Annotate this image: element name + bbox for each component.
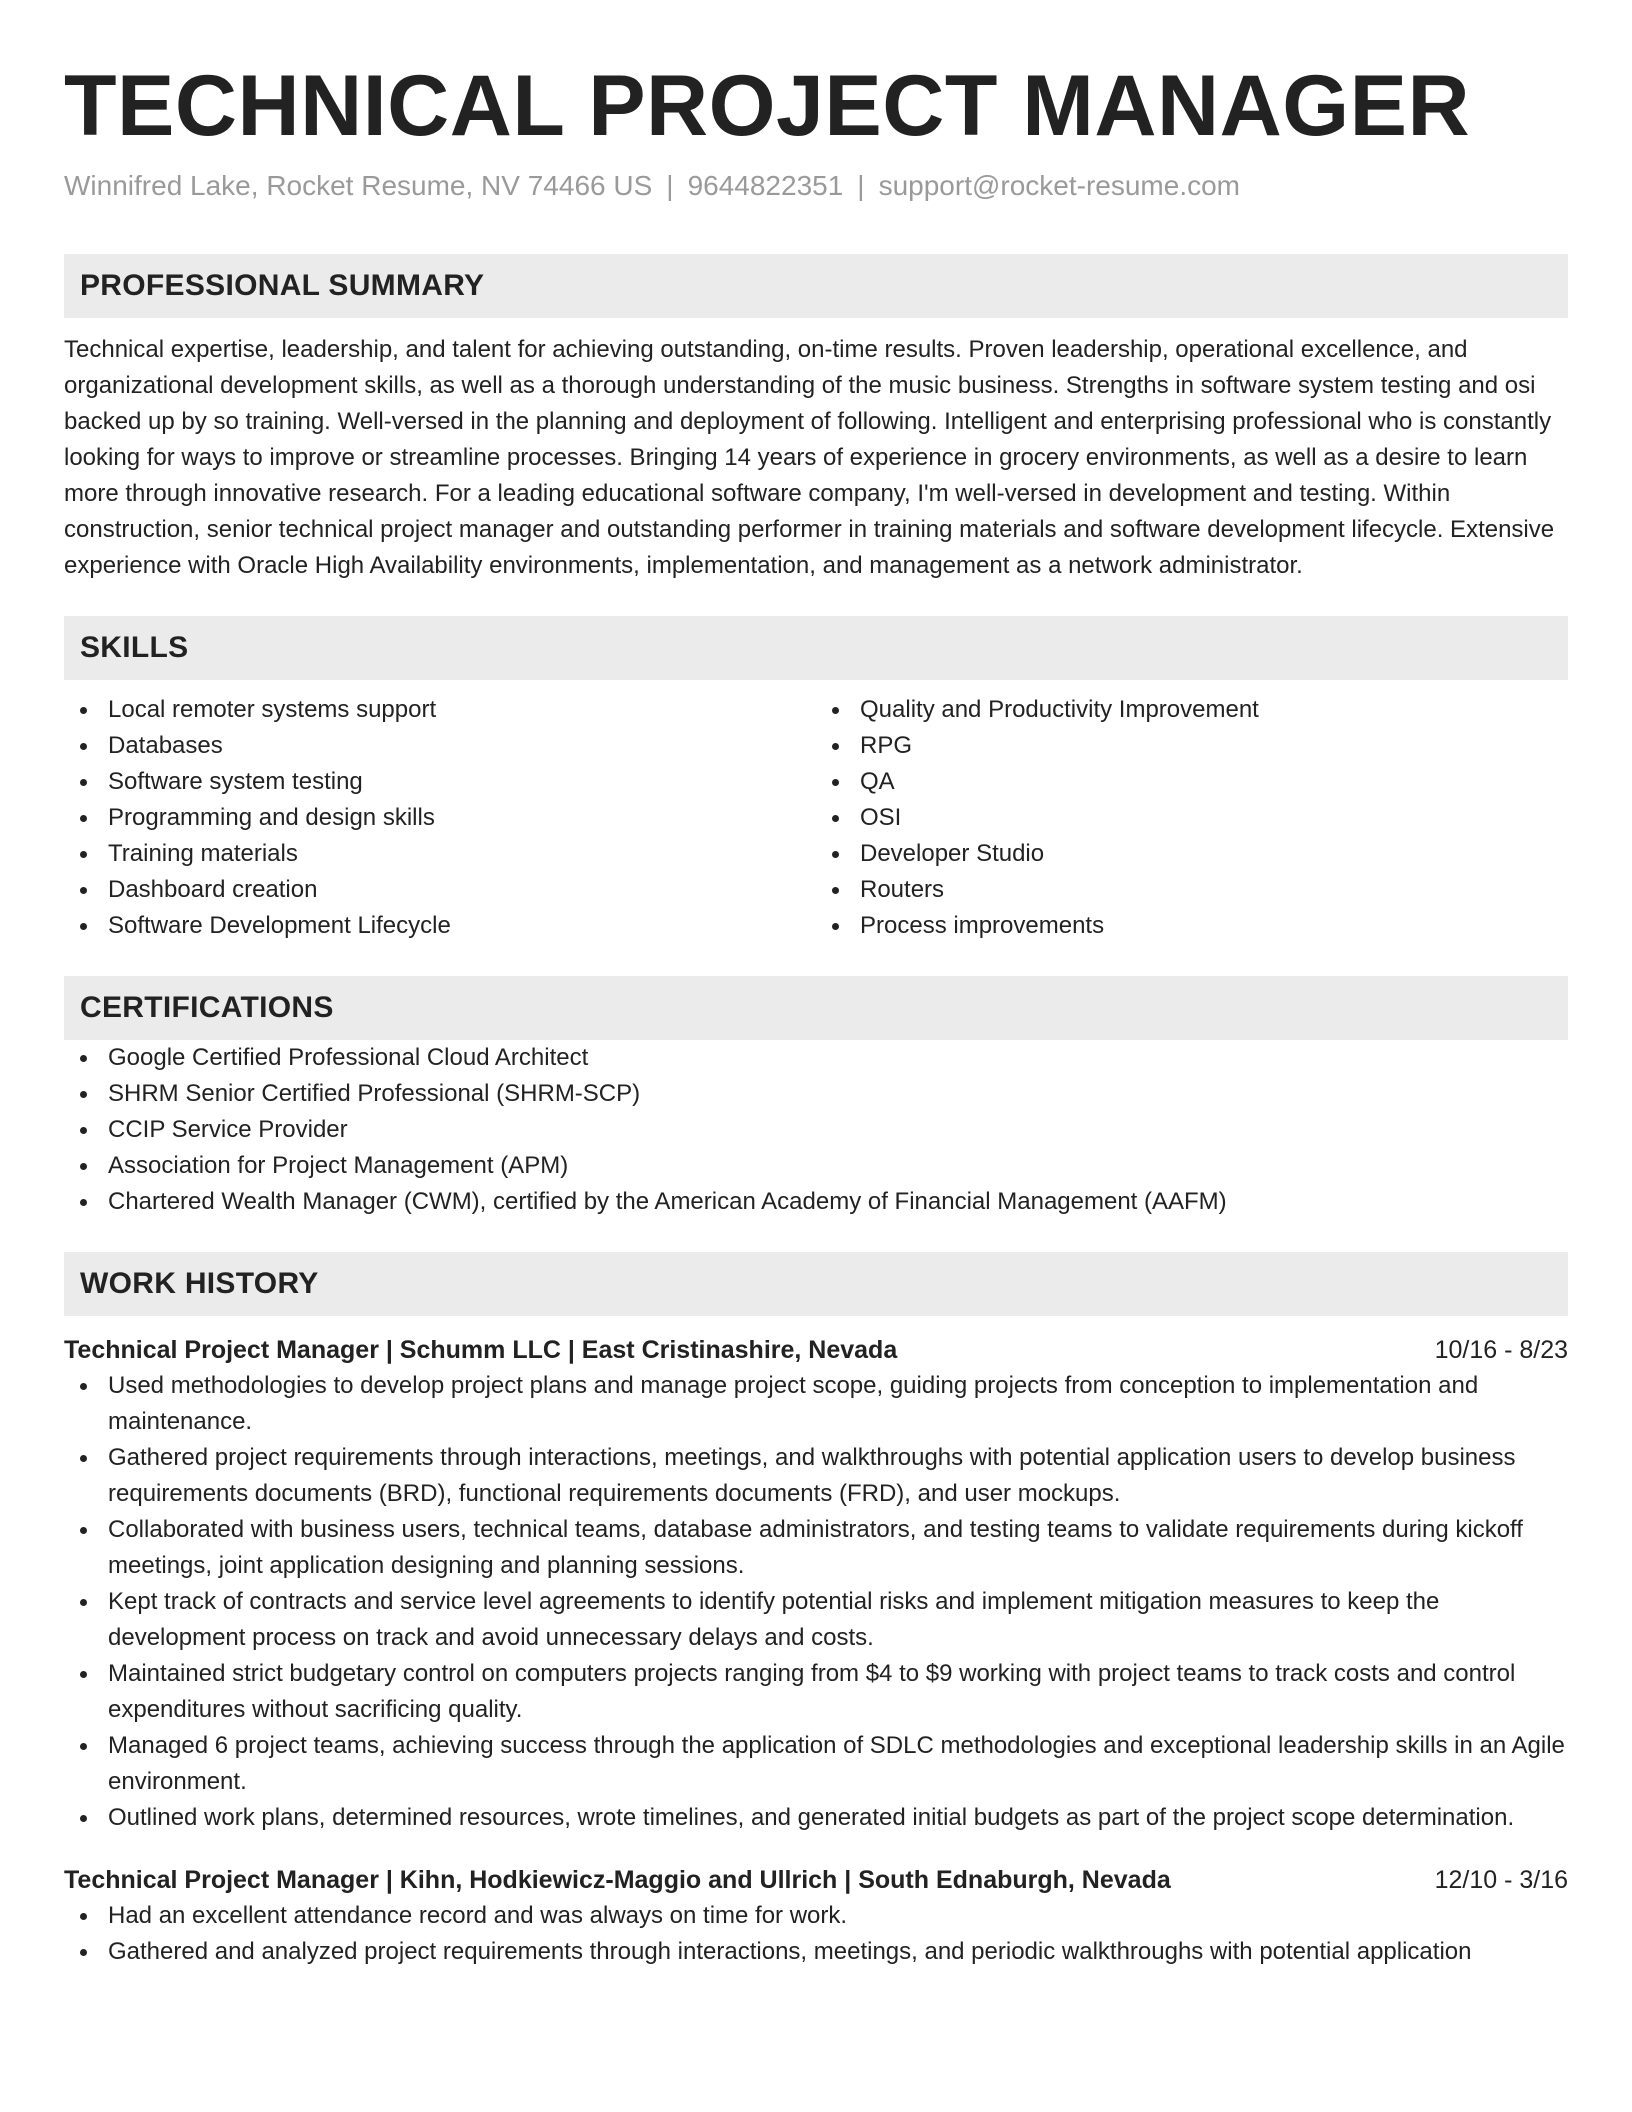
skills-grid	[64, 692, 1568, 944]
skill-item: Developer Studio	[816, 836, 1568, 872]
job-title: Technical Project Manager | Kihn, Hodkiewicz-Maggio and Ullrich | South Ednaburgh, Nevada	[64, 1866, 1171, 1894]
contact-line	[64, 168, 1568, 204]
job-bullet: Managed 6 project teams, achieving success through the application of SDLC methodologies and exceptional leadership skills in an Agile environment.	[64, 1728, 1568, 1800]
job-header	[64, 1332, 1568, 1368]
contact-address: Winnifred Lake, Rocket Resume, NV 74466 US	[64, 170, 653, 201]
job-bullet: Gathered project requirements through interactions, meetings, and walkthroughs with potential application users to develop business requirements documents (BRD), functional requirements documents (FRD), and user mockups.	[64, 1440, 1568, 1512]
certification-item: Association for Project Management (APM)	[64, 1148, 1568, 1184]
section-heading: WORK HISTORY	[64, 1252, 1568, 1316]
certification-item: SHRM Senior Certified Professional (SHRM-SCP)	[64, 1076, 1568, 1112]
skill-item: OSI	[816, 800, 1568, 836]
section-heading: CERTIFICATIONS	[64, 976, 1568, 1040]
job-bullet: Collaborated with business users, technical teams, database administrators, and testing teams to validate requirements during kickoff meetings, joint application designing and planning sessions.	[64, 1512, 1568, 1584]
skill-item: Databases	[64, 728, 816, 764]
job-entry	[64, 1862, 1568, 1970]
contact-separator: |	[666, 170, 674, 201]
contact-email: support@rocket-resume.com	[878, 170, 1241, 201]
work-history-section	[64, 1252, 1568, 1970]
skill-item: RPG	[816, 728, 1568, 764]
certification-item: Chartered Wealth Manager (CWM), certified by the American Academy of Financial Management (AAFM)	[64, 1184, 1568, 1220]
professional-summary-section	[64, 254, 1568, 584]
skill-item: Local remoter systems support	[64, 692, 816, 728]
job-bullet: Gathered and analyzed project requirements through interactions, meetings, and periodic walkthroughs with potential application	[64, 1934, 1568, 1970]
skill-item: Programming and design skills	[64, 800, 816, 836]
page-title: TECHNICAL PROJECT MANAGER	[64, 58, 1471, 154]
skills-column-left	[64, 692, 816, 944]
job-bullet-list	[64, 1368, 1568, 1836]
job-bullet: Had an excellent attendance record and was always on time for work.	[64, 1898, 1568, 1934]
job-bullet-list	[64, 1898, 1568, 1970]
skill-item: Dashboard creation	[64, 872, 816, 908]
job-bullet: Used methodologies to develop project plans and manage project scope, guiding projects from conception to implementation and maintenance.	[64, 1368, 1568, 1440]
certification-item: Google Certified Professional Cloud Architect	[64, 1040, 1568, 1076]
certifications-section	[64, 976, 1568, 1220]
skill-item: QA	[816, 764, 1568, 800]
contact-phone: 9644822351	[687, 170, 844, 201]
certification-list	[64, 1040, 1568, 1220]
skill-item: Software Development Lifecycle	[64, 908, 816, 944]
job-bullet: Maintained strict budgetary control on computers projects ranging from $4 to $9 working with project teams to track costs and control expenditures without sacrificing quality.	[64, 1656, 1568, 1728]
job-title: Technical Project Manager | Schumm LLC | East Cristinashire, Nevada	[64, 1336, 898, 1364]
summary-text: Technical expertise, leadership, and talent for achieving outstanding, on-time results. Proven leadership, operational excellence, and organizational development skills, as well as a thorough understanding of the music business. Strengths in software system testing and osi backed up by so training. Well-versed in the planning and deployment of following. Intelligent and enterprising professional who is constantly looking for ways to improve or streamline processes. Bringing 14 years of experience in grocery environments, as well as a desire to learn more through innovative research. For a leading educational software company, I'm well-versed in development and testing. Within construction, senior technical project manager and outstanding performer in training materials and software development lifecycle. Extensive experience with Oracle High Availability environments, implementation, and management as a network administrator.	[64, 336, 1555, 579]
skill-item: Software system testing	[64, 764, 816, 800]
job-dates: 12/10 - 3/16	[1434, 1866, 1568, 1894]
job-bullet: Outlined work plans, determined resources, wrote timelines, and generated initial budgets as part of the project scope determination.	[64, 1800, 1568, 1836]
skills-column-right	[816, 692, 1568, 944]
certification-item: CCIP Service Provider	[64, 1112, 1568, 1148]
job-entry	[64, 1332, 1568, 1836]
skill-item: Process improvements	[816, 908, 1568, 944]
contact-separator: |	[857, 170, 865, 201]
skill-item: Routers	[816, 872, 1568, 908]
section-heading: PROFESSIONAL SUMMARY	[64, 254, 1568, 318]
job-bullet: Kept track of contracts and service level agreements to identify potential risks and implement mitigation measures to keep the development process on track and avoid unnecessary delays and costs.	[64, 1584, 1568, 1656]
skill-item: Training materials	[64, 836, 816, 872]
job-header	[64, 1862, 1568, 1898]
skill-item: Quality and Productivity Improvement	[816, 692, 1568, 728]
skills-section	[64, 616, 1568, 944]
section-heading: SKILLS	[64, 616, 1568, 680]
job-dates: 10/16 - 8/23	[1434, 1336, 1568, 1364]
